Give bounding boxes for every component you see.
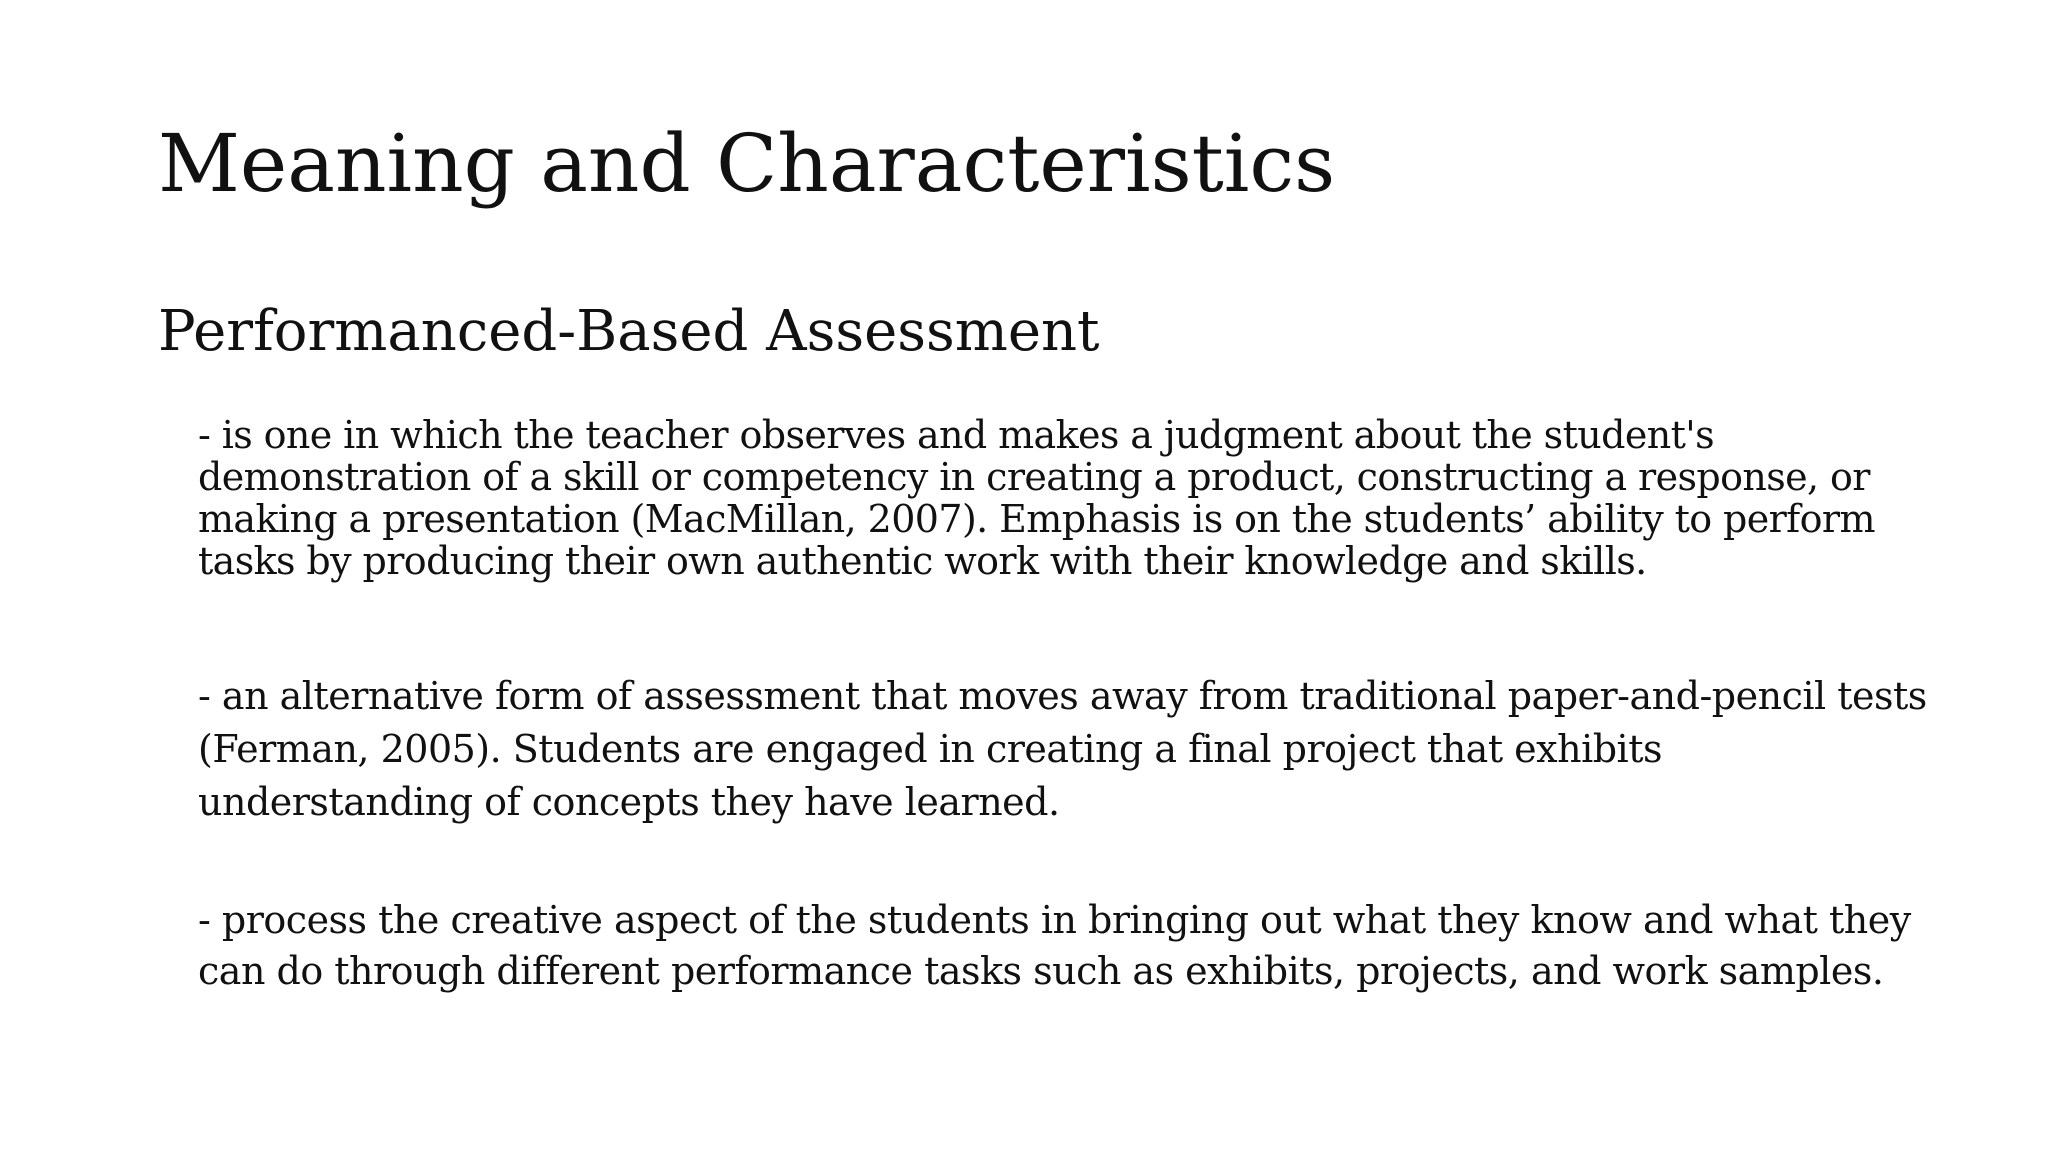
paragraph-creative-process: - process the creative aspect of the students in bringing out what they know and what they can do through different performance tasks such as exhibits, projects, and work samples. <box>198 898 1911 993</box>
paragraph-alternative-form: - an alternative form of assessment that moves away from traditional paper-and-pencil tests (Ferman, 2005). Students are engaged in creating a final project that exhibits understanding of concepts they have learned. <box>198 674 1927 824</box>
slide-subtitle: Performanced-Based Assessment <box>158 299 1100 364</box>
slide-title: Meaning and Characteristics <box>158 117 1336 210</box>
paragraph-definition: - is one in which the teacher observes and makes a judgment about the student's demonstration of a skill or competency in creating a product, constructing a response, or making a presentation (MacMillan, 2007). Emphasis is on the students’ ability to perform tasks by producing their own authentic work with their knowledge and skills. <box>198 413 1875 583</box>
